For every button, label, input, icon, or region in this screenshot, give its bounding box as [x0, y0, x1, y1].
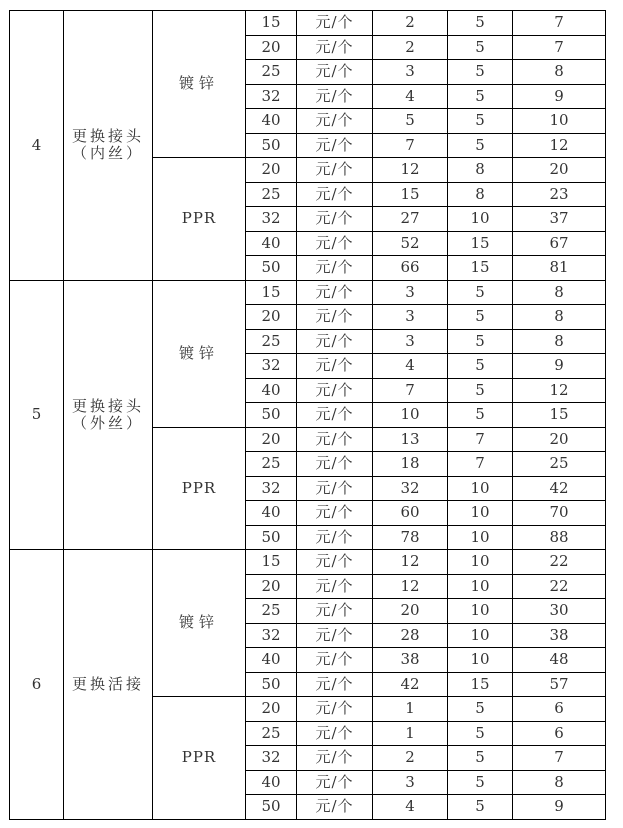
- aux-fee-cell: 10: [448, 623, 513, 648]
- unit-cell: 元/个: [297, 550, 373, 575]
- unit-cell: 元/个: [297, 574, 373, 599]
- size-cell: 25: [246, 329, 297, 354]
- aux-fee-cell: 5: [448, 354, 513, 379]
- aux-fee-cell: 5: [448, 109, 513, 134]
- size-cell: 50: [246, 795, 297, 820]
- size-cell: 32: [246, 746, 297, 771]
- size-cell: 20: [246, 305, 297, 330]
- price-cell: 38: [373, 648, 448, 673]
- price-cell: 42: [373, 672, 448, 697]
- total-cell: 42: [513, 476, 606, 501]
- unit-cell: 元/个: [297, 11, 373, 36]
- price-cell: 5: [373, 109, 448, 134]
- item-name-line: 更换接头: [71, 127, 144, 145]
- aux-fee-cell: 5: [448, 133, 513, 158]
- table-row: [10, 280, 606, 305]
- total-cell: 70: [513, 501, 606, 526]
- size-cell: 32: [246, 476, 297, 501]
- total-cell: 8: [513, 305, 606, 330]
- aux-fee-cell: 5: [448, 84, 513, 109]
- unit-cell: 元/个: [297, 770, 373, 795]
- size-cell: 20: [246, 697, 297, 722]
- price-cell: 66: [373, 256, 448, 281]
- price-cell: 3: [373, 329, 448, 354]
- total-cell: 20: [513, 427, 606, 452]
- total-cell: 8: [513, 280, 606, 305]
- unit-cell: 元/个: [297, 182, 373, 207]
- total-cell: 30: [513, 599, 606, 624]
- size-cell: 25: [246, 721, 297, 746]
- material-cell: PPR: [153, 158, 246, 281]
- price-cell: 60: [373, 501, 448, 526]
- total-cell: 9: [513, 354, 606, 379]
- price-cell: 1: [373, 721, 448, 746]
- total-cell: 7: [513, 11, 606, 36]
- material-cell: 镀锌: [153, 550, 246, 697]
- unit-cell: 元/个: [297, 305, 373, 330]
- price-cell: 3: [373, 60, 448, 85]
- item-name-line: （内丝）: [71, 144, 144, 163]
- size-cell: 40: [246, 231, 297, 256]
- table-row: [10, 11, 606, 36]
- unit-cell: 元/个: [297, 525, 373, 550]
- price-cell: 20: [373, 599, 448, 624]
- aux-fee-cell: 15: [448, 231, 513, 256]
- price-cell: 12: [373, 550, 448, 575]
- total-cell: 6: [513, 721, 606, 746]
- aux-fee-cell: 10: [448, 476, 513, 501]
- size-cell: 25: [246, 452, 297, 477]
- sequence-cell: 6: [10, 550, 64, 820]
- unit-cell: 元/个: [297, 697, 373, 722]
- total-cell: 8: [513, 60, 606, 85]
- size-cell: 40: [246, 770, 297, 795]
- size-cell: 25: [246, 182, 297, 207]
- aux-fee-cell: 10: [448, 207, 513, 232]
- item-name-line: 更换接头: [71, 396, 144, 415]
- aux-fee-cell: 15: [448, 256, 513, 281]
- total-cell: 8: [513, 329, 606, 354]
- unit-cell: 元/个: [297, 280, 373, 305]
- total-cell: 22: [513, 574, 606, 599]
- size-cell: 20: [246, 35, 297, 60]
- price-cell: 4: [373, 84, 448, 109]
- material-cell: PPR: [153, 427, 246, 550]
- aux-fee-cell: 5: [448, 11, 513, 36]
- unit-cell: 元/个: [297, 795, 373, 820]
- price-cell: 7: [373, 133, 448, 158]
- price-cell: 10: [373, 403, 448, 428]
- price-cell: 2: [373, 746, 448, 771]
- material-cell: PPR: [153, 697, 246, 820]
- unit-cell: 元/个: [297, 133, 373, 158]
- item-name-line: 更换活接: [71, 674, 144, 693]
- size-cell: 50: [246, 256, 297, 281]
- size-cell: 40: [246, 648, 297, 673]
- table-row: [10, 550, 606, 575]
- total-cell: 7: [513, 746, 606, 771]
- total-cell: 9: [513, 795, 606, 820]
- price-cell: 12: [373, 574, 448, 599]
- aux-fee-cell: 10: [448, 648, 513, 673]
- size-cell: 25: [246, 60, 297, 85]
- unit-cell: 元/个: [297, 231, 373, 256]
- aux-fee-cell: 5: [448, 770, 513, 795]
- unit-cell: 元/个: [297, 403, 373, 428]
- aux-fee-cell: 5: [448, 403, 513, 428]
- aux-fee-cell: 5: [448, 329, 513, 354]
- aux-fee-cell: 8: [448, 182, 513, 207]
- aux-fee-cell: 5: [448, 280, 513, 305]
- price-cell: 7: [373, 378, 448, 403]
- total-cell: 9: [513, 84, 606, 109]
- unit-cell: 元/个: [297, 476, 373, 501]
- total-cell: 88: [513, 525, 606, 550]
- item-name-cell: [64, 280, 153, 550]
- unit-cell: 元/个: [297, 207, 373, 232]
- unit-cell: 元/个: [297, 721, 373, 746]
- sequence-cell: 4: [10, 11, 64, 281]
- size-cell: 50: [246, 525, 297, 550]
- unit-cell: 元/个: [297, 648, 373, 673]
- size-cell: 50: [246, 672, 297, 697]
- sequence-cell: 5: [10, 280, 64, 550]
- unit-cell: 元/个: [297, 501, 373, 526]
- aux-fee-cell: 10: [448, 550, 513, 575]
- size-cell: 15: [246, 11, 297, 36]
- size-cell: 40: [246, 501, 297, 526]
- aux-fee-cell: 10: [448, 525, 513, 550]
- price-cell: 3: [373, 305, 448, 330]
- total-cell: 12: [513, 133, 606, 158]
- price-cell: 2: [373, 11, 448, 36]
- aux-fee-cell: 5: [448, 305, 513, 330]
- item-name-cell: [64, 11, 153, 281]
- aux-fee-cell: 10: [448, 501, 513, 526]
- size-cell: 32: [246, 207, 297, 232]
- size-cell: 25: [246, 599, 297, 624]
- price-cell: 3: [373, 280, 448, 305]
- price-table-container: [9, 10, 606, 820]
- size-cell: 15: [246, 550, 297, 575]
- price-cell: 13: [373, 427, 448, 452]
- price-cell: 1: [373, 697, 448, 722]
- unit-cell: 元/个: [297, 378, 373, 403]
- total-cell: 20: [513, 158, 606, 183]
- total-cell: 37: [513, 207, 606, 232]
- item-name-line: （外丝）: [71, 413, 144, 432]
- total-cell: 7: [513, 35, 606, 60]
- price-cell: 4: [373, 354, 448, 379]
- unit-cell: 元/个: [297, 599, 373, 624]
- price-cell: 27: [373, 207, 448, 232]
- size-cell: 40: [246, 378, 297, 403]
- unit-cell: 元/个: [297, 427, 373, 452]
- unit-cell: 元/个: [297, 623, 373, 648]
- aux-fee-cell: 7: [448, 427, 513, 452]
- unit-cell: 元/个: [297, 60, 373, 85]
- price-cell: 28: [373, 623, 448, 648]
- unit-cell: 元/个: [297, 35, 373, 60]
- size-cell: 20: [246, 574, 297, 599]
- unit-cell: 元/个: [297, 158, 373, 183]
- price-cell: 18: [373, 452, 448, 477]
- size-cell: 40: [246, 109, 297, 134]
- aux-fee-cell: 5: [448, 378, 513, 403]
- total-cell: 67: [513, 231, 606, 256]
- price-cell: 32: [373, 476, 448, 501]
- total-cell: 38: [513, 623, 606, 648]
- price-cell: 78: [373, 525, 448, 550]
- unit-cell: 元/个: [297, 256, 373, 281]
- aux-fee-cell: 5: [448, 721, 513, 746]
- price-cell: 15: [373, 182, 448, 207]
- aux-fee-cell: 5: [448, 697, 513, 722]
- material-cell: 镀锌: [153, 11, 246, 158]
- unit-cell: 元/个: [297, 452, 373, 477]
- price-cell: 2: [373, 35, 448, 60]
- unit-cell: 元/个: [297, 746, 373, 771]
- size-cell: 32: [246, 84, 297, 109]
- total-cell: 81: [513, 256, 606, 281]
- total-cell: 25: [513, 452, 606, 477]
- aux-fee-cell: 10: [448, 574, 513, 599]
- size-cell: 32: [246, 354, 297, 379]
- unit-cell: 元/个: [297, 354, 373, 379]
- size-cell: 15: [246, 280, 297, 305]
- size-cell: 50: [246, 133, 297, 158]
- total-cell: 48: [513, 648, 606, 673]
- price-table-body: [10, 11, 606, 820]
- unit-cell: 元/个: [297, 109, 373, 134]
- total-cell: 12: [513, 378, 606, 403]
- unit-cell: 元/个: [297, 84, 373, 109]
- total-cell: 15: [513, 403, 606, 428]
- total-cell: 8: [513, 770, 606, 795]
- aux-fee-cell: 8: [448, 158, 513, 183]
- size-cell: 32: [246, 623, 297, 648]
- total-cell: 22: [513, 550, 606, 575]
- total-cell: 23: [513, 182, 606, 207]
- item-name-cell: [64, 550, 153, 820]
- material-cell: 镀锌: [153, 280, 246, 427]
- size-cell: 50: [246, 403, 297, 428]
- aux-fee-cell: 5: [448, 60, 513, 85]
- unit-cell: 元/个: [297, 672, 373, 697]
- price-cell: 12: [373, 158, 448, 183]
- aux-fee-cell: 10: [448, 599, 513, 624]
- aux-fee-cell: 5: [448, 795, 513, 820]
- unit-cell: 元/个: [297, 329, 373, 354]
- total-cell: 57: [513, 672, 606, 697]
- total-cell: 10: [513, 109, 606, 134]
- total-cell: 6: [513, 697, 606, 722]
- size-cell: 20: [246, 158, 297, 183]
- price-cell: 52: [373, 231, 448, 256]
- price-cell: 3: [373, 770, 448, 795]
- aux-fee-cell: 5: [448, 35, 513, 60]
- size-cell: 20: [246, 427, 297, 452]
- price-cell: 4: [373, 795, 448, 820]
- aux-fee-cell: 15: [448, 672, 513, 697]
- aux-fee-cell: 5: [448, 746, 513, 771]
- price-table: [9, 10, 606, 820]
- aux-fee-cell: 7: [448, 452, 513, 477]
